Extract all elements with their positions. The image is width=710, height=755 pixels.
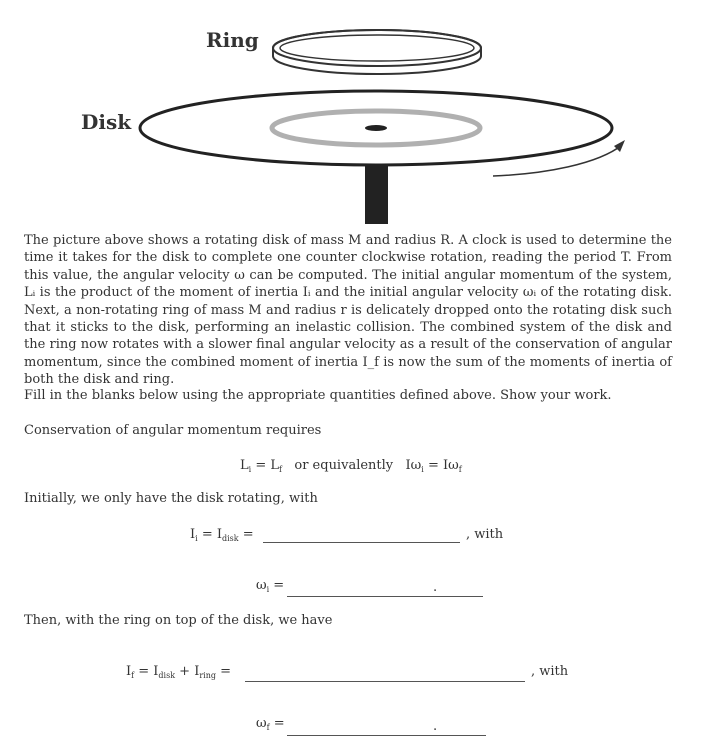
with-text-2: , with bbox=[531, 664, 569, 679]
period-mark-2: . bbox=[433, 719, 438, 734]
instructions-text: Fill in the blanks below using the appropriate quantities defined above. Show your work. bbox=[24, 388, 612, 403]
initial-omega-blank[interactable] bbox=[287, 596, 483, 597]
final-omega-equation: $\omega_f$ = bbox=[256, 716, 285, 732]
initial-inertia-equation: $I_i = I_{disk}$ = bbox=[190, 527, 254, 543]
conservation-equation: $L_i = L_f$ or equivalently $I\omega_i = I\omega_f$ bbox=[240, 458, 462, 474]
ring-drawing bbox=[273, 30, 481, 74]
final-inertia-blank[interactable] bbox=[245, 681, 525, 682]
final-omega-blank[interactable] bbox=[287, 735, 486, 736]
initial-inertia-blank[interactable] bbox=[263, 542, 460, 543]
final-inertia-equation: $I_f = I_{disk} + I_{ring}$ = bbox=[126, 664, 232, 680]
initial-omega-equation: $\omega_i$ = bbox=[256, 578, 285, 594]
with-text-1: , with bbox=[466, 527, 504, 542]
description-paragraph: The picture above shows a rotating disk of mass M and radius R. A clock is used to determine the time it takes for the disk to complete one counter clockwise rotation, reading the period T. From this value, the angular velocity ω can be computed. The initial angular momentum of the system, Lᵢ is the product of the moment of inertia Iᵢ and the initial angular velocity ωᵢ of the rotating disk. Next, a non-rotating ring of mass M and radius r is delicately dropped onto the rotating disk such that it sticks to the disk, performing an inelastic collision. The combined system of the disk and the ring now rotates with a slower final angular velocity as a result of the conservation of angular momentum, since the combined moment of inertia I_f is now the sum of the moments of inertia of both the disk and ring. bbox=[24, 233, 672, 388]
initially-text: Initially, we only have the disk rotating, with bbox=[24, 491, 318, 506]
period-mark-1: . bbox=[433, 580, 438, 595]
then-text: Then, with the ring on top of the disk, we have bbox=[24, 613, 333, 628]
disk-drawing bbox=[140, 91, 612, 165]
ring-label: Ring bbox=[206, 28, 259, 52]
axle bbox=[365, 164, 388, 224]
disk-label: Disk bbox=[81, 110, 132, 134]
equivalently-text: or equivalently bbox=[294, 458, 394, 473]
conservation-text: Conservation of angular momentum requires bbox=[24, 423, 322, 438]
